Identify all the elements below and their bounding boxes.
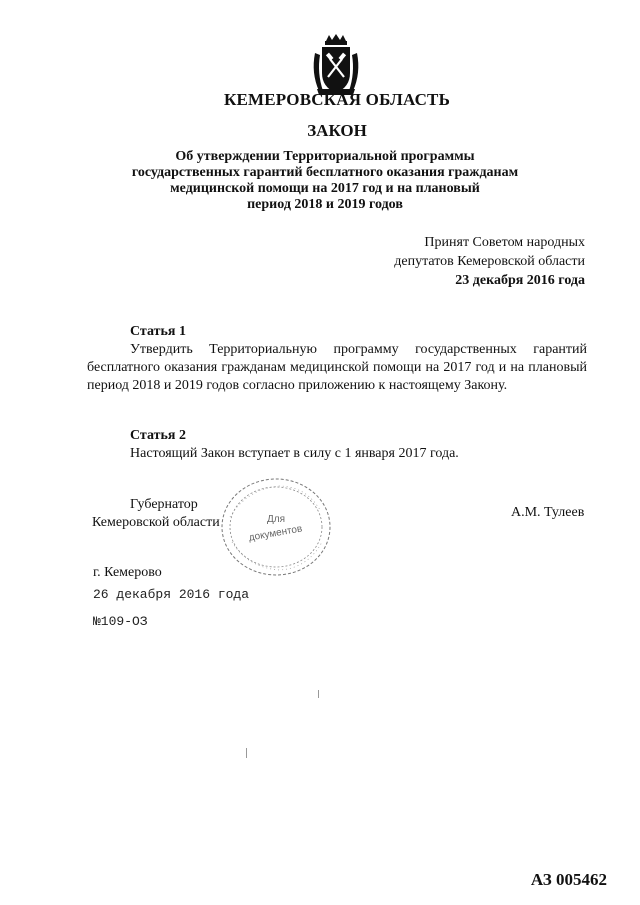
law-subject-line: период 2018 и 2019 годов <box>247 197 403 212</box>
article-2 <box>87 427 587 463</box>
adoption-date: 23 декабря 2016 года <box>455 273 585 288</box>
law-subject <box>120 149 530 213</box>
article-heading: Статья 1 <box>130 324 186 339</box>
law-subject-line: медицинской помощи на 2017 год и на плановый <box>170 181 480 196</box>
coat-of-arms-emblem <box>309 33 363 97</box>
law-subject-line: Об утверждении Территориальной программы <box>175 149 475 164</box>
adoption-line: Принят Советом народных <box>424 235 585 250</box>
article-1 <box>87 323 587 395</box>
stamp-text: Для <box>266 514 286 525</box>
governor-title-line: Кемеровской области <box>92 515 220 530</box>
governor-title <box>92 496 220 532</box>
article-text: Настоящий Закон вступает в силу с 1 января 2017 года. <box>130 446 459 461</box>
scan-speck <box>318 690 319 698</box>
adoption-block <box>394 233 585 290</box>
scan-speck <box>246 748 247 758</box>
governor-name: А.М. Тулеев <box>511 505 585 520</box>
governor-title-line: Губернатор <box>130 497 198 512</box>
article-heading: Статья 2 <box>130 428 186 443</box>
official-stamp <box>216 472 336 582</box>
stamp-text: документов <box>247 523 304 544</box>
article-text: Утвердить Территориальную программу государственных гарантий бесплатного оказания гражданам медицинской помощи на 2017 год и на плановый период 2018 и 2019 годов согласно приложению к настоящему Закону. <box>87 342 587 393</box>
law-number: №109-ОЗ <box>93 614 148 629</box>
region-title: КЕМЕРОВСКАЯ ОБЛАСТЬ <box>223 90 451 109</box>
adoption-line: депутатов Кемеровской области <box>394 254 585 269</box>
serial-number: АЗ 005462 <box>530 870 607 889</box>
law-subject-line: государственных гарантий бесплатного оказания гражданам <box>131 165 519 180</box>
document-type: ЗАКОН <box>307 121 367 140</box>
signing-date: 26 декабря 2016 года <box>93 587 250 602</box>
place-of-signing: г. Кемерово <box>93 565 162 580</box>
